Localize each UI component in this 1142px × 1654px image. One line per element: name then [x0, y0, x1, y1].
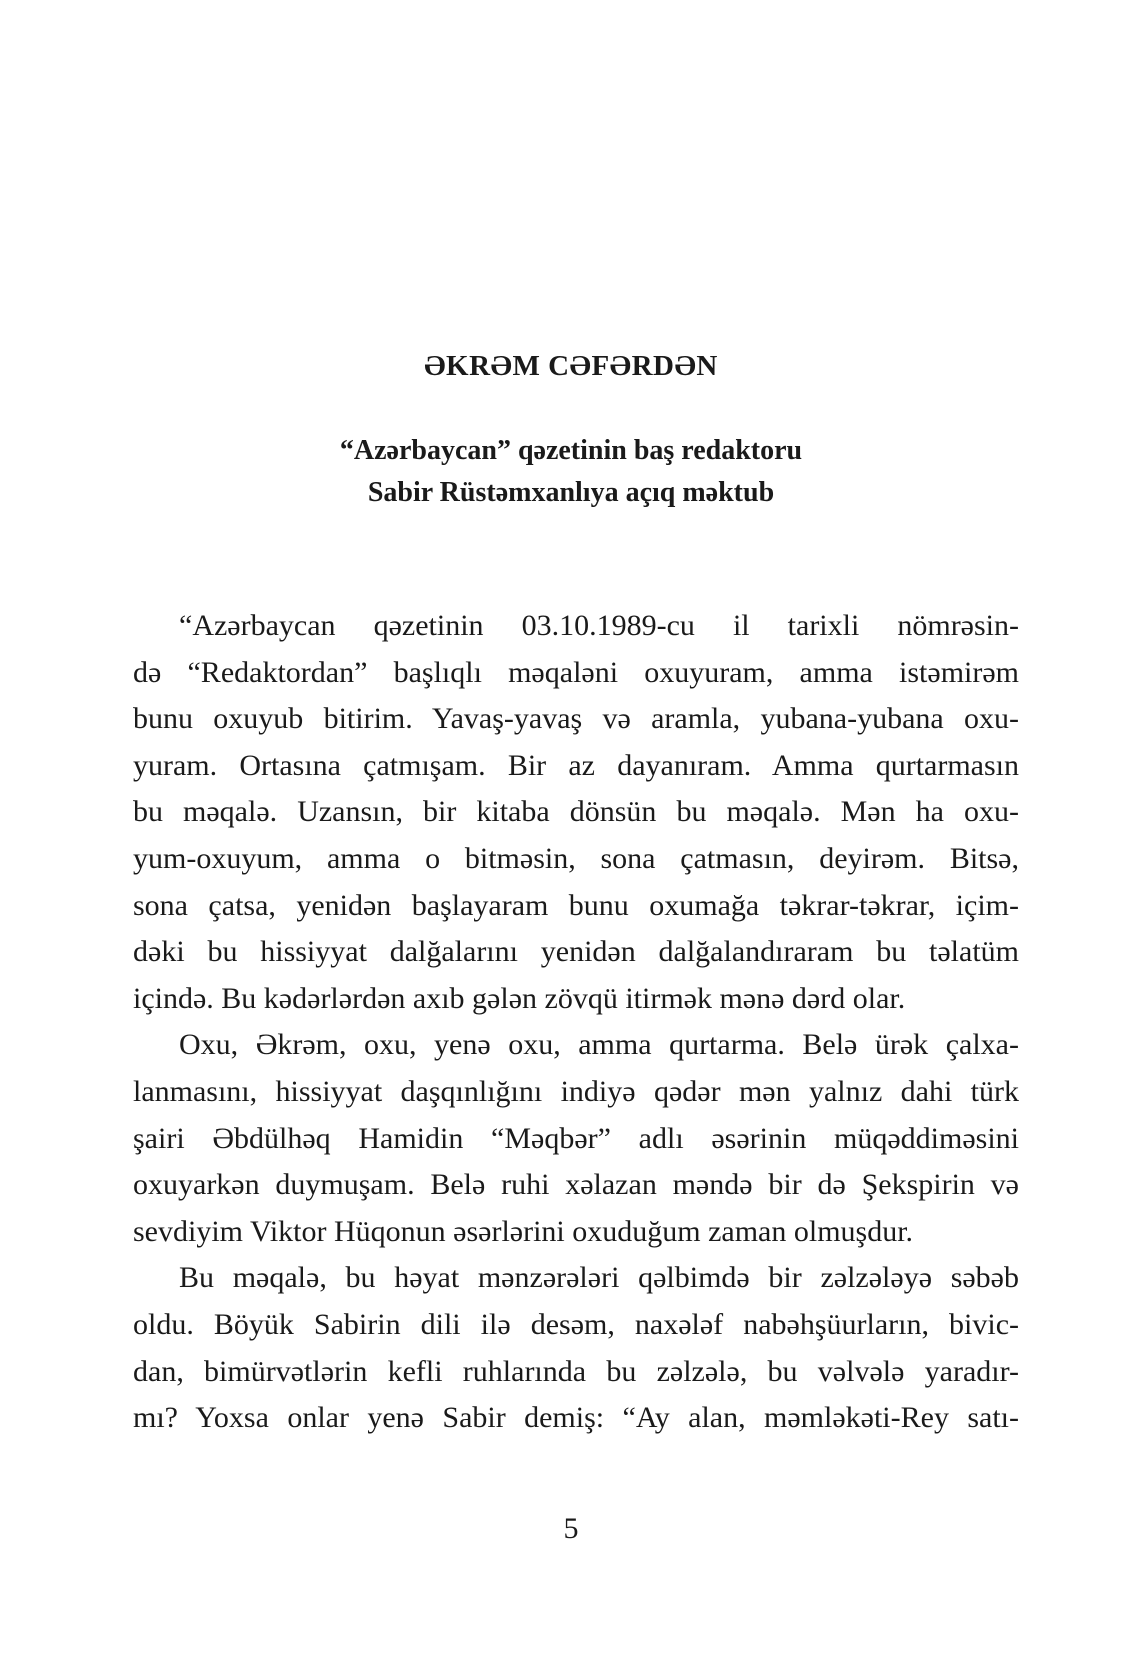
paragraph-3	[133, 1255, 1019, 1441]
letter-subtitle	[0, 430, 1142, 514]
page-number: 5	[563, 1512, 579, 1545]
text-line: yuram. Ortasına çatmışam. Bir az dayanıram. Amma qurtarmasın	[133, 748, 1019, 782]
paragraph-1	[133, 603, 1019, 1022]
text-line: “Azərbaycan qəzetinin 03.10.1989-cu il tarixli nömrəsin-	[179, 609, 1019, 642]
text-line: içində. Bu kədərlərdən axıb gələn zövqü itirmək mənə dərd olar.	[133, 981, 906, 1015]
text-line: bunu oxuyub bitirim. Yavaş-yavaş və aramla, yubana-yubana oxu-	[133, 702, 1019, 736]
text-line: lanmasını, hissiyyat daşqınlığını indiyə qədər mən yalnız dahi türk	[133, 1074, 1019, 1108]
letter-body	[133, 603, 1019, 1442]
text-line: sona çatsa, yenidən başlayaram bunu oxumağa təkrar-təkrar, içim-	[133, 888, 1019, 922]
subtitle-line-1: “Azərbaycan” qəzetinin baş redaktoru	[339, 435, 803, 466]
author-heading: ƏKRƏM CƏFƏRDƏN	[424, 350, 718, 382]
text-line: şairi Əbdülhəq Hamidin “Məqbər” adlı əsərinin müqəddiməsini	[133, 1121, 1019, 1155]
text-line: yum-oxuyum, amma o bitməsin, sona çatmasın, deyirəm. Bitsə,	[133, 841, 1019, 875]
text-line: mı? Yoxsa onlar yenə Sabir demiş: “Ay alan, məmləkəti-Rey satı-	[133, 1401, 1019, 1435]
subtitle-line-2: Sabir Rüstəmxanlıya açıq məktub	[367, 477, 775, 508]
text-line: Bu məqalə, bu həyat mənzərələri qəlbimdə bir zəlzələyə səbəb	[179, 1261, 1019, 1295]
text-line: bu məqalə. Uzansın, bir kitaba dönsün bu məqalə. Mən ha oxu-	[133, 795, 1019, 829]
text-line: Oxu, Əkrəm, oxu, yenə oxu, amma qurtarma. Belə ürək çalxa-	[179, 1028, 1019, 1062]
text-line: də “Redaktordan” başlıqlı məqaləni oxuyuram, amma istəmirəm	[133, 655, 1019, 689]
text-line: oxuyarkən duymuşam. Belə ruhi xəlazan məndə bir də Şekspirin və	[133, 1168, 1019, 1202]
text-line: dan, bimürvətlərin kefli ruhlarında bu zəlzələ, bu vəlvələ yaradır-	[133, 1354, 1019, 1388]
paragraph-2	[133, 1022, 1019, 1255]
text-line: dəki bu hissiyyat dalğalarını yenidən dalğalandıraram bu təlatüm	[133, 935, 1019, 969]
text-line: oldu. Böyük Sabirin dili ilə desəm, naxələf nabəhşüurların, bivic-	[133, 1307, 1019, 1341]
text-line: sevdiyim Viktor Hüqonun əsərlərini oxuduğum zaman olmuşdur.	[133, 1214, 914, 1248]
